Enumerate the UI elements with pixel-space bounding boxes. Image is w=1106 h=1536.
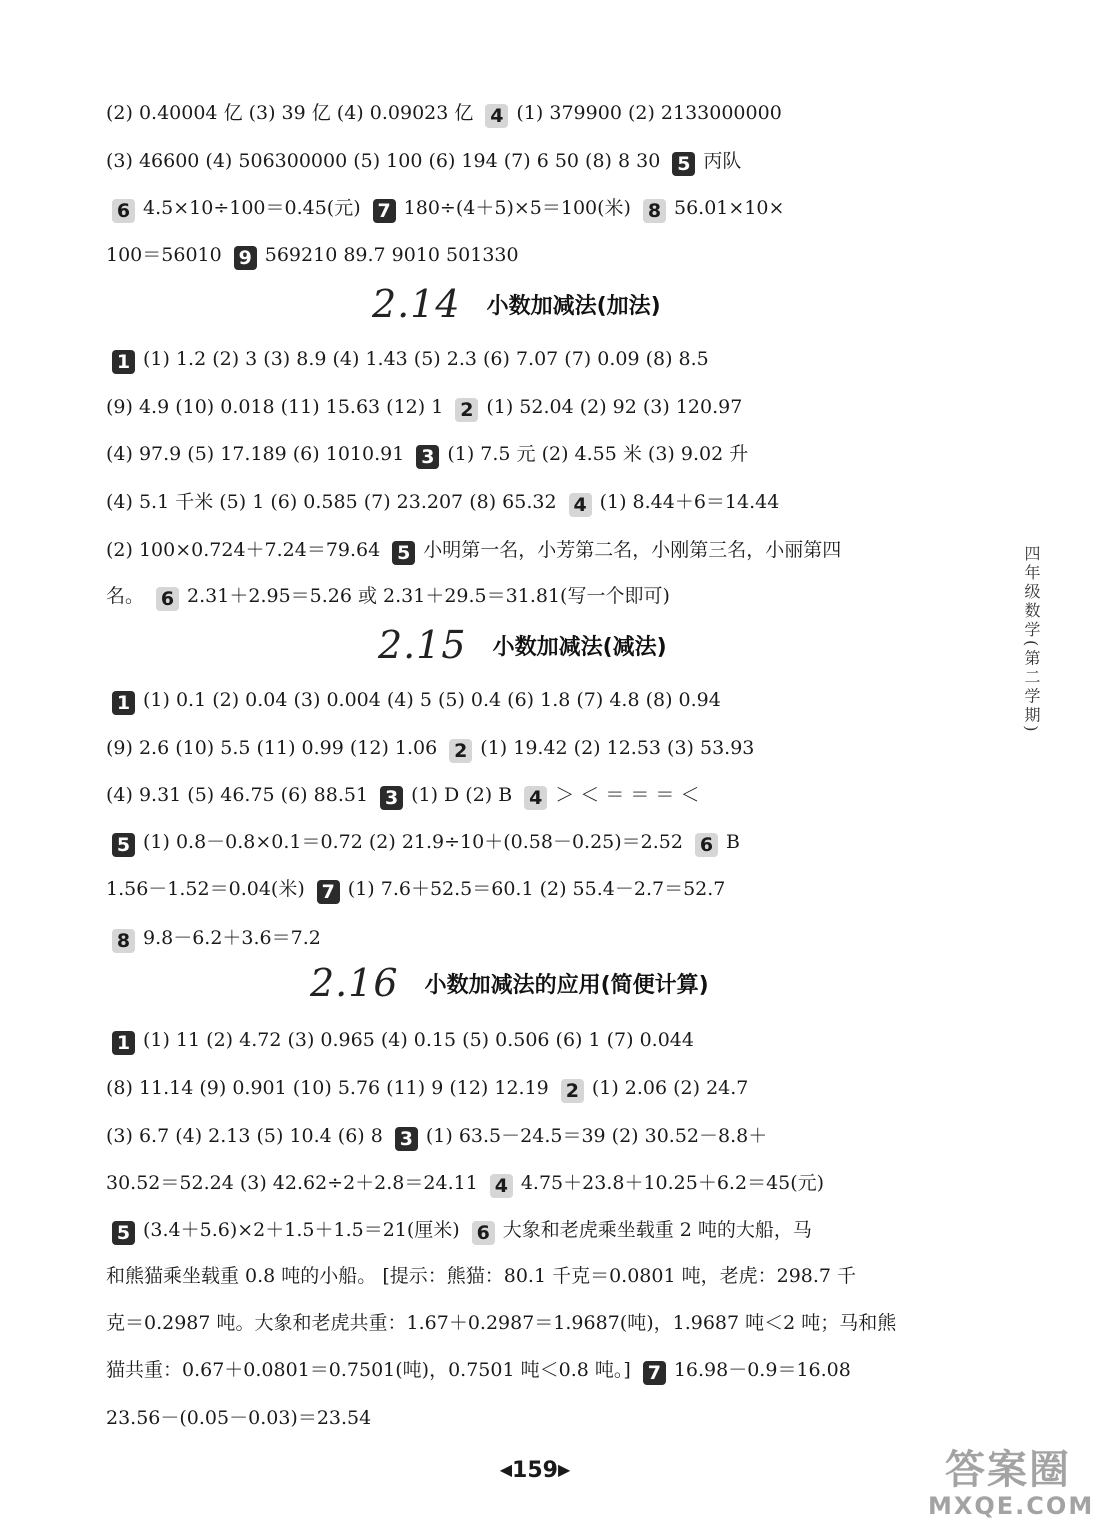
question-number-badge: 5 (672, 152, 695, 176)
question-number-badge: 6 (695, 833, 718, 857)
answer-text: 23.56－(0.05－0.03)＝23.54 (106, 1407, 372, 1429)
question-number-badge: 2 (449, 739, 472, 763)
page-number (480, 1458, 590, 1483)
question-number-badge: 7 (643, 1361, 666, 1385)
answer-text: 猫共重：0.67＋0.0801＝0.7501(吨)，0.7501 吨＜0.8 吨。] (106, 1359, 637, 1381)
answer-text: (1) 7.6＋52.5＝60.1 (2) 55.4－2.7＝52.7 (347, 878, 726, 900)
answer-text: (8) 11.14 (9) 0.901 (10) 5.76 (11) 9 (12) 12.19 (106, 1077, 555, 1099)
question-number-badge: 1 (112, 691, 135, 715)
answer-text: (1) 0.8－0.8×0.1＝0.72 (2) 21.9÷10＋(0.58－0.25)＝2.52 (143, 831, 689, 853)
answer-text: (3) 6.7 (4) 2.13 (5) 10.4 (6) 8 (106, 1125, 389, 1147)
answer-text: 56.01×10× (674, 197, 785, 219)
answer-line (106, 687, 721, 715)
question-number-badge: 3 (416, 445, 439, 469)
left-triangle-icon: ◀ (499, 1460, 513, 1479)
answer-text: (1) 52.04 (2) 92 (3) 120.97 (486, 396, 743, 418)
answer-text: 569210 89.7 9010 501330 (264, 244, 519, 266)
answer-text: ＞ ＜ ＝ ＝ ＝ ＜ (555, 784, 700, 806)
answer-text: (2) 0.40004 亿 (3) 39 亿 (4) 0.09023 亿 (106, 102, 480, 124)
question-number-badge: 7 (317, 880, 340, 904)
question-number-badge: 6 (112, 199, 135, 223)
question-number-badge: 2 (455, 398, 478, 422)
answer-text: (2) 100×0.724＋7.24＝79.64 (106, 539, 387, 561)
section-number: 2.16 (310, 961, 399, 1005)
answer-text: 小明第一名，小芳第二名，小刚第三名，小丽第四 (423, 539, 842, 561)
question-number-badge: 6 (156, 587, 179, 611)
section-heading-2-15 (378, 623, 667, 673)
question-number-badge: 3 (380, 786, 403, 810)
question-number-badge: 6 (472, 1221, 495, 1245)
answer-line (106, 1357, 851, 1385)
answer-line (106, 583, 670, 611)
question-number-badge: 2 (561, 1079, 584, 1103)
question-number-badge: 7 (373, 199, 396, 223)
answer-text: 克＝0.2987 吨。大象和老虎共重：1.67＋0.2987＝1.9687(吨)，1.9687 吨＜2 吨；马和熊 (106, 1312, 897, 1334)
section-heading-2-16 (310, 961, 709, 1011)
question-number-badge: 5 (392, 541, 415, 565)
watermark-logo-text: 答案圈 (945, 1447, 1071, 1493)
answer-text: 名。 (106, 585, 151, 607)
answer-line (106, 441, 748, 469)
answer-line (106, 1310, 896, 1336)
section-number: 2.14 (372, 282, 461, 326)
answer-line (106, 735, 754, 763)
section-title: 小数加减法(加法) (486, 293, 661, 319)
section-heading-2-14 (372, 282, 661, 332)
answer-text: (3.4＋5.6)×2＋1.5＋1.5＝21(厘米) (143, 1219, 466, 1241)
answer-text: (1) 379900 (2) 2133000000 (516, 102, 782, 124)
question-number-badge: 8 (112, 929, 135, 953)
question-number-badge: 5 (112, 833, 135, 857)
answer-line (106, 1123, 767, 1151)
answer-text: 2.31＋2.95＝5.26 或 2.31＋29.5＝31.81(写一个即可) (187, 585, 670, 607)
answer-line (106, 876, 725, 904)
answer-text: (9) 2.6 (10) 5.5 (11) 0.99 (12) 1.06 (106, 737, 444, 759)
answer-text: (3) 46600 (4) 506300000 (5) 100 (6) 194 (7) 6 50 (8) 8 30 (106, 150, 667, 172)
question-number-badge: 5 (112, 1221, 135, 1245)
answer-text: (1) D (2) B (411, 784, 519, 806)
right-triangle-icon: ▶ (557, 1460, 571, 1479)
answer-text: 30.52＝52.24 (3) 42.62÷2＋2.8＝24.11 (106, 1172, 484, 1194)
answer-line (106, 1263, 856, 1289)
answer-text: (1) 7.5 元 (2) 4.55 米 (3) 9.02 升 (447, 443, 749, 465)
answer-line (106, 1170, 824, 1198)
answer-text: (1) 1.2 (2) 3 (3) 8.9 (4) 1.43 (5) 2.3 (6) 7.07 (7) 0.09 (8) 8.5 (143, 348, 709, 370)
answer-line (106, 925, 321, 953)
watermark (928, 1447, 1095, 1520)
answer-line (106, 1217, 812, 1245)
answer-line (106, 1075, 748, 1103)
answer-line (106, 195, 784, 223)
answer-line (106, 242, 519, 270)
question-number-badge: 4 (524, 786, 547, 810)
answer-text: 4.5×10÷100＝0.45(元) (143, 197, 367, 219)
question-number-badge: 4 (569, 493, 592, 517)
answer-line (106, 100, 782, 128)
answer-text: 丙队 (703, 150, 742, 172)
section-title: 小数加减法(减法) (492, 634, 667, 660)
answer-text: 180÷(4＋5)×5＝100(米) (403, 197, 637, 219)
answer-text: 9.8－6.2＋3.6＝7.2 (143, 927, 321, 949)
answer-text: 16.98－0.9＝16.08 (673, 1359, 851, 1381)
answer-line (106, 829, 740, 857)
answer-text: (1) 11 (2) 4.72 (3) 0.965 (4) 0.15 (5) 0.506 (6) 1 (7) 0.044 (143, 1029, 694, 1051)
page-number-value: 159 (512, 1458, 558, 1483)
question-number-badge: 1 (112, 350, 135, 374)
answer-line (106, 346, 709, 374)
answer-line (106, 782, 699, 810)
answer-text: (1) 8.44＋6＝14.44 (599, 491, 780, 513)
answer-line (106, 489, 779, 517)
side-label: 四年级数学(第二学期) (1022, 545, 1041, 735)
answer-text: 100＝56010 (106, 244, 228, 266)
question-number-badge: 1 (112, 1031, 135, 1055)
answer-text: (4) 9.31 (5) 46.75 (6) 88.51 (106, 784, 375, 806)
answer-text: (1) 19.42 (2) 12.53 (3) 53.93 (480, 737, 755, 759)
answer-text: (1) 63.5－24.5＝39 (2) 30.52－8.8＋ (425, 1125, 768, 1147)
question-number-badge: 4 (485, 104, 508, 128)
answer-text: 和熊猫乘坐载重 0.8 吨的小船。 [提示：熊猫：80.1 千克＝0.0801 吨，老虎：298.7 千 (106, 1265, 857, 1287)
answer-text: 大象和老虎乘坐载重 2 吨的大船，马 (502, 1219, 812, 1241)
answer-text: (4) 97.9 (5) 17.189 (6) 1010.91 (106, 443, 411, 465)
answer-line (106, 1027, 694, 1055)
answer-text: (1) 2.06 (2) 24.7 (591, 1077, 749, 1099)
answer-line (106, 148, 741, 176)
answer-text: (1) 0.1 (2) 0.04 (3) 0.004 (4) 5 (5) 0.4 (6) 1.8 (7) 4.8 (8) 0.94 (143, 689, 721, 711)
question-number-badge: 9 (234, 246, 257, 270)
answer-text: 1.56－1.52＝0.04(米) (106, 878, 311, 900)
answer-text: 4.75＋23.8＋10.25＋6.2＝45(元) (520, 1172, 825, 1194)
question-number-badge: 3 (395, 1127, 418, 1151)
answer-text: (4) 5.1 千米 (5) 1 (6) 0.585 (7) 23.207 (8) 65.32 (106, 491, 563, 513)
answer-line (106, 1405, 371, 1431)
question-number-badge: 4 (490, 1174, 513, 1198)
answer-line (106, 394, 742, 422)
answer-line (106, 537, 841, 565)
section-number: 2.15 (378, 623, 467, 667)
answer-text: (9) 4.9 (10) 0.018 (11) 15.63 (12) 1 (106, 396, 450, 418)
answer-text: B (726, 831, 740, 853)
section-title: 小数加减法的应用(简便计算) (424, 972, 709, 998)
question-number-badge: 8 (643, 199, 666, 223)
watermark-site-text: MXQE.COM (928, 1492, 1095, 1520)
